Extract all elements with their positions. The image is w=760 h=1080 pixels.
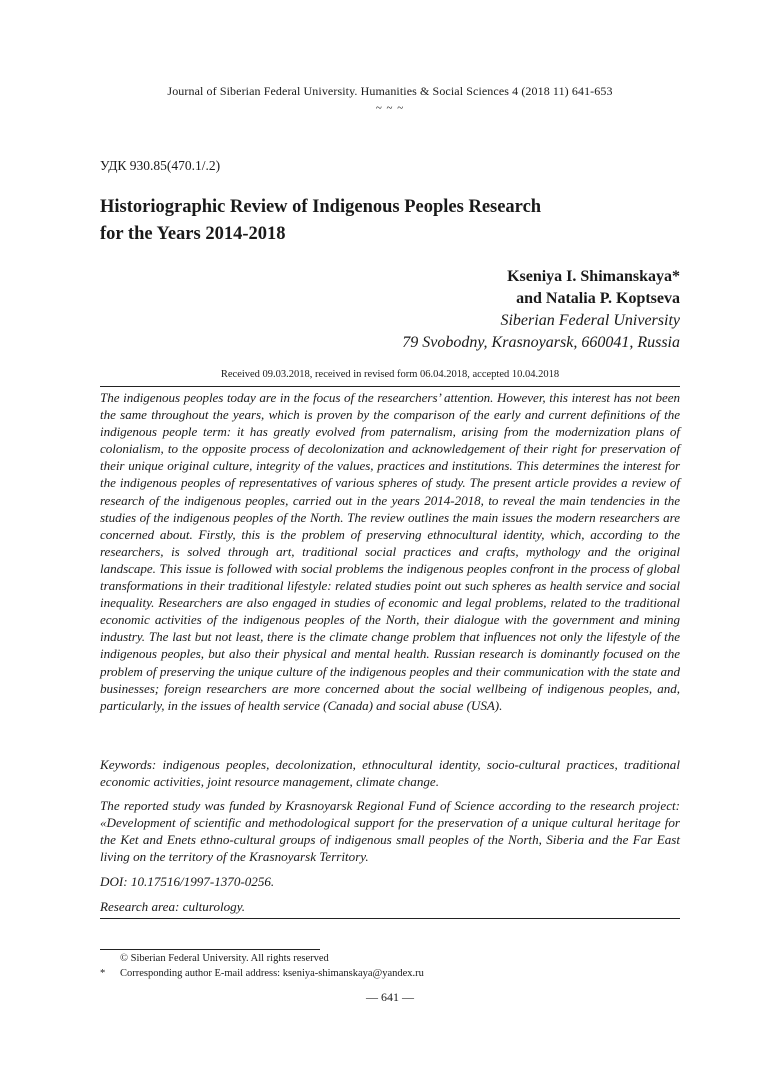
author-1: Kseniya I. Shimanskaya* <box>507 268 680 285</box>
journal-header: Journal of Siberian Federal University. Humanities & Social Sciences 4 (2018 11) 641-653 <box>167 84 613 98</box>
article-title <box>100 194 660 248</box>
footnote-mark: * <box>100 968 106 979</box>
title-line-1: Historiographic Review of Indigenous Peoples Research <box>100 197 542 217</box>
copyright-footnote: © Siberian Federal University. All rights reserved <box>120 953 329 964</box>
author-2: and Natalia P. Koptseva <box>516 290 680 307</box>
bottom-divider <box>100 918 680 919</box>
page-number: — 641 — <box>366 990 414 1004</box>
title-line-2: for the Years 2014-2018 <box>100 224 286 244</box>
corresponding-footnote <box>100 968 424 979</box>
doi: DOI: 10.17516/1997-1370-0256. <box>100 874 275 889</box>
udk-code: УДК 930.85(470.1/.2) <box>100 158 221 173</box>
received-dates: Received 09.03.2018, received in revised form 06.04.2018, accepted 10.04.2018 <box>220 369 560 380</box>
address: 79 Svobodny, Krasnoyarsk, 660041, Russia <box>402 334 680 351</box>
corresponding-email-text: Corresponding author E-mail address: kseniya-shimanskaya@yandex.ru <box>120 968 424 979</box>
abstract: The indigenous peoples today are in the focus of the researchers’ attention. However, this interest has not been the same throughout the years, which is proven by the comparison of the early and current definitions of the indigenous people term: it has greatly evolved from paternalism, arising from the modernization plans of colonialism, to the opposite process of decolonization and acknowledgement of their right for preservation of their unique original culture, integrity of the values, practices and institutions. This determines the interest for the indigenous peoples of representatives of various spheres of study. The present article provides a review of research of the indigenous peoples, carried out in the years 2014-2018, to reveal the main tendencies in the studies of the indigenous peoples of the North. The review outlines the main issues the modern researchers are concerned about. Firstly, this is the problem of preserving ethnocultural identity, which, according to the researchers, is solved through art, traditional social practices and crafts, mythology and the original landscape. This issue is followed with social problems the indigenous peoples confront in the process of global transformations in their traditional lifestyle: related studies point out such spheres as health service and social inequality. Researchers are also engaged in studies of economic and legal problems, related to the traditional economic activities of the indigenous peoples of the North, their dialogue with the government and mining industry. The last but not least, there is the climate change problem that influences not only the lifestyle of the indigenous peoples, but also their physical and mental health. Russian research is dominantly focused on the problem of preserving the unique culture of the indigenous peoples and their communication with the state and businesses; foreign researchers are more concerned about the social wellbeing of indigenous peoples, and, particularly, in the issues of health service (Canada) and social abuse (USA). <box>100 390 680 713</box>
keywords: Keywords: indigenous peoples, decolonization, ethnocultural identity, socio-cultural practices, traditional economic activities, joint resource management, climate change. <box>100 757 680 790</box>
footnote-divider <box>100 949 320 950</box>
affiliation: Siberian Federal University <box>500 312 680 329</box>
author-block <box>402 266 680 354</box>
research-area: Research area: culturology. <box>100 899 246 914</box>
header-ornament: ~ ~ ~ <box>375 102 405 114</box>
top-divider <box>100 386 680 387</box>
funding-note: The reported study was funded by Krasnoyarsk Regional Fund of Science according to the research project: «Development of scientific and methodological support for the preservation of a unique cultural heritage for the Ket and Enets ethno-cultural groups of indigenous small peoples of the North, Siberia and the Far East living on the territory of the Krasnoyarsk Territory. <box>100 798 680 865</box>
